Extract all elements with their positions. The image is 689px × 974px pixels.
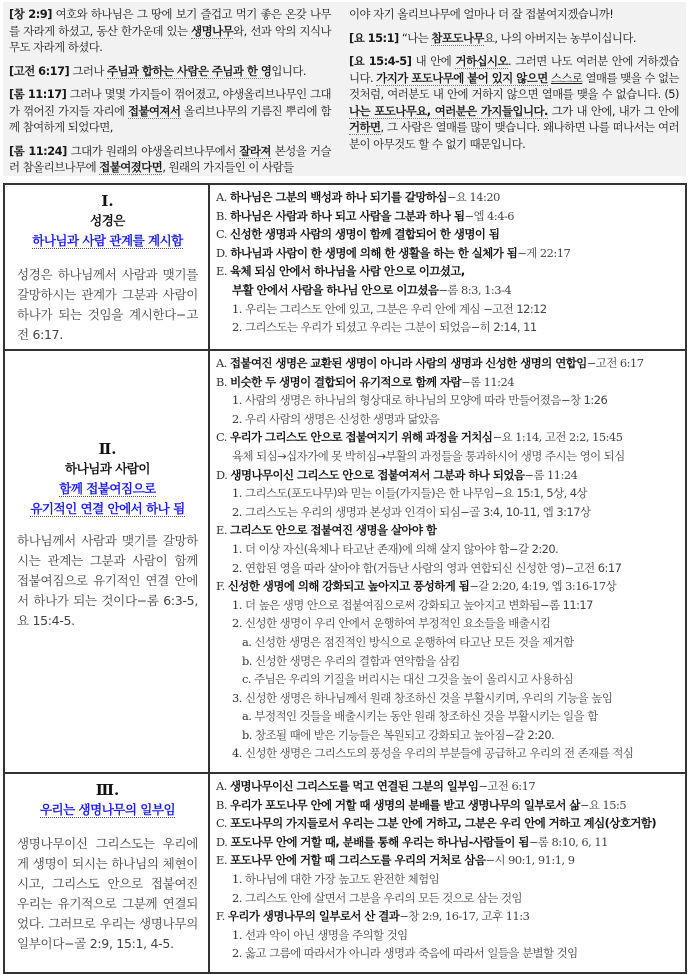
- outline-point: [216, 540, 681, 559]
- outline-point: [216, 652, 681, 671]
- section-row-2: [4, 350, 686, 773]
- point-label: 4.: [232, 746, 245, 761]
- point-label: 2.: [232, 890, 245, 905]
- outline-table: [3, 183, 687, 974]
- verse-gen-2-9: [9, 6, 331, 56]
- section-points-cell: [209, 350, 686, 773]
- point-text: 그리스도(포도나무)와 믿는 이들(가지들)은 한 나무임−요 15:1, 5상, 4상: [245, 486, 588, 501]
- point-label: B.: [216, 208, 231, 223]
- verse-emphasis: 거하면: [349, 120, 381, 134]
- point-text: 신성한 생명은 점진적인 방식으로 운행하여 타고난 모든 것을 제거함: [254, 634, 574, 649]
- verse-ref: [요 15:1]: [349, 30, 399, 45]
- section-number: Ⅲ.: [95, 781, 120, 799]
- verse-emphasis: 가지가 포도나무에 붙어 있지 않으면: [376, 70, 548, 85]
- section-heading-cell: [4, 350, 209, 773]
- verse-rom-11-24: [9, 143, 331, 176]
- point-label: 2.: [232, 946, 245, 961]
- verse-text: 본성을 거슬러 참올리브나무에: [9, 143, 331, 174]
- point-main: 하나님과 사람이 한 생명에 의해 한 생활을 하는 한 실체가 됨: [230, 245, 518, 260]
- section-row-1: [4, 184, 686, 350]
- outline-point: [216, 596, 681, 615]
- point-text: 사람의 생명은 하나님의 형상대로 하나님의 모양에 따라 만들어졌음−창 1:26: [245, 393, 608, 408]
- point-label: 2.: [232, 320, 245, 335]
- point-reference: −게 22:17: [517, 245, 571, 260]
- point-main: 하나님은 사람과 하나 되고 사람을 그분과 하나 됨: [230, 208, 465, 223]
- section-points-cell: [209, 184, 686, 350]
- verse-text: 여호와 하나님은 그 땅에 보기 즐겁고 먹기 좋은 온갖 나무를 자라게 하셨고, 동산 한가운데 있는: [9, 7, 331, 38]
- point-text: 육체 되심→십자가에 못 박히심→부활의 과정들을 통과하시어 생명 주시는 영이 되심: [232, 448, 625, 463]
- points-list: [216, 188, 681, 337]
- verse-rom-11-24-cont: [349, 6, 679, 23]
- section-number: Ⅱ.: [98, 440, 117, 458]
- point-text: 하나님에 대한 가장 높고도 완전한 체험임: [245, 871, 440, 886]
- section-number: Ⅰ.: [101, 192, 114, 210]
- point-reference: −고전 6:17: [478, 779, 536, 793]
- outline-point: [216, 484, 681, 503]
- point-reference: −롬 8:10, 6, 11: [528, 834, 608, 849]
- point-main: 그리스도 안으로 접붙여진 생명을 살아야 함: [230, 523, 437, 538]
- verse-emphasis: 잘라져: [239, 143, 271, 158]
- point-label: E.: [216, 853, 231, 868]
- outline-point: [216, 391, 681, 410]
- point-reference: −엡 4:4-6: [464, 208, 515, 223]
- outline-point: [216, 225, 681, 244]
- point-label: 3.: [232, 690, 245, 705]
- outline-point: [216, 633, 681, 652]
- point-main: 생명나무이신 그리스도를 먹고 연결된 그분의 일부임: [229, 779, 479, 793]
- section-description: 하나님께서 사람과 맺기를 갈망하시는 관계는 그분과 사람이 함께 접붙여짐으로 유기적인 연결 안에서 하나가 되는 것이다−롬 6:3-5, 요 15:4-5.: [17, 533, 198, 628]
- point-reference: −요 1:14, 고전 2:2, 15:45: [492, 430, 623, 445]
- point-text: 신성한 생명은 그리스도의 풍성을 우리의 부분들에 공급하고 우리의 전 존재를 적심: [245, 746, 634, 761]
- point-text: 신성한 생명은 하나님께서 원래 창조하신 것을 부활시키며, 우리의 기능을 높임: [245, 690, 613, 705]
- point-main: 신성한 생명에 의해 강화되고 높아지고 풍성하게 됨: [227, 579, 470, 594]
- point-text: 그리스도 안에 살면서 그분을 우리의 모든 것으로 삼는 것임: [245, 890, 523, 905]
- verse-text: 열매를 맺을 수 없는 것처럼, 여러분도 내 안에 거하지 않으면 열매를 맺을 수 없습니다. (5): [349, 70, 679, 101]
- verse-emphasis: 거하십시오: [455, 54, 508, 68]
- verse-text: 그가 내 안에, 내가 그 안에: [547, 103, 679, 118]
- section-row-3: [4, 773, 686, 973]
- outline-point: [216, 614, 681, 633]
- outline-point: [216, 466, 681, 485]
- point-label: 1.: [232, 393, 245, 408]
- point-label: D.: [216, 834, 231, 849]
- outline-point: [216, 796, 681, 815]
- point-label: B.: [216, 797, 231, 812]
- point-label: C.: [216, 430, 231, 445]
- point-text: 신성한 생명은 우리의 결함과 연약함을 삼킴: [255, 653, 460, 668]
- point-reference: −창 2:9, 16-17, 고후 11:3: [399, 909, 530, 924]
- point-reference: −롬 11:24: [524, 467, 578, 482]
- point-label: E.: [216, 264, 231, 279]
- point-label: F.: [216, 579, 228, 594]
- point-label: A.: [216, 190, 230, 204]
- point-text: 주님은 우리의 기질을 버리시는 대신 그것을 높이 올리시고 사용하심: [254, 672, 574, 687]
- point-main: 포도나무 안에 거할 때 그리스도를 우리의 거처로 삼음: [230, 853, 486, 868]
- point-text: 그리스도는 우리의 생명과 본성과 인격이 되심−골 3:4, 10-11, 엡 3:17상: [245, 504, 591, 519]
- verse-ref: [롬 11:24]: [9, 143, 67, 158]
- section-heading-cell: [4, 773, 209, 973]
- outline-point: [216, 318, 681, 337]
- point-label: F.: [216, 909, 228, 924]
- verse-emphasis: 참포도나무: [431, 30, 484, 45]
- section-subtitle-text: 우리는 생명나무의 일부임: [39, 802, 176, 817]
- point-reference: −갈 2:20, 4:19, 엡 3:16-17상: [469, 579, 617, 594]
- verse-text: 요, 나의 아버지는 농부이십니다.: [483, 30, 637, 45]
- point-label: 1.: [232, 486, 245, 501]
- point-text: 신성한 생명이 우리 안에서 운행하여 부정적인 요소들을 배출시킴: [245, 616, 551, 631]
- outline-point: [216, 851, 681, 870]
- points-list: [216, 354, 681, 763]
- point-main: 우리가 포도나무 안에 거할 때 생명의 분배를 받고 생명나무의 일부로서 삶: [230, 797, 580, 812]
- verse-text: . 그러면 나도 여러분 안에 거하겠습니다.: [349, 54, 679, 85]
- point-reference: −요 14:20: [446, 190, 500, 204]
- verse-text: 올리브나무의 기름진 뿌리에 함께 참여하게 되었다면,: [9, 103, 331, 134]
- verse-text: 이야 자기 올리브나무에 얼마나 더 잘 접붙여지겠습니까!: [349, 7, 614, 21]
- point-text: 우리 사람의 생명은 신성한 생명과 닮았음: [245, 411, 440, 426]
- point-label: A.: [216, 356, 230, 370]
- verse-emphasis: 접붙여졌다면: [99, 160, 163, 174]
- section-description: 성경은 하나님께서 사람과 맺기를 갈망하시는 관계가 그분과 사람이 하나가 되는 것임을 계시한다−고전 6:17.: [17, 267, 198, 342]
- point-main: 생명나무이신 그리스도 안으로 접붙여져서 그분과 하나 되었음: [230, 467, 525, 482]
- outline-point: [216, 447, 681, 466]
- verse-column-left: [9, 6, 339, 176]
- point-label: 1.: [232, 927, 245, 942]
- section-title: 성경은: [90, 213, 125, 228]
- verse-rom-11-17: [9, 86, 331, 136]
- outline-point: [216, 944, 681, 963]
- outline-point: [216, 262, 681, 281]
- point-main: 비슷한 두 생명이 결합되어 유기적으로 함께 자람: [230, 374, 461, 389]
- point-label: B.: [216, 374, 231, 389]
- verse-text: 내 안에: [411, 54, 456, 68]
- verse-box: [3, 2, 686, 176]
- point-label: 2.: [232, 560, 245, 575]
- point-label: C.: [216, 227, 231, 242]
- section-subtitle: [17, 231, 198, 251]
- outline-point: [216, 870, 681, 889]
- point-reference: −롬 8:3, 1:3-4: [438, 282, 512, 297]
- outline-point: [216, 907, 681, 926]
- verse-underline: 스스로: [550, 70, 583, 85]
- outline-point: [216, 744, 681, 763]
- verse-ref: [고전 6:17]: [9, 63, 70, 78]
- verse-john-15-1: [349, 30, 679, 47]
- verse-john-15-4-5: [349, 53, 679, 152]
- outline-point: [216, 670, 681, 689]
- point-main: 하나님은 그분의 백성과 하나 되기를 갈망하심: [229, 190, 447, 204]
- point-text: 연합된 영을 따라 살아야 함(거듭난 사람의 영과 연합되신 신성한 영)−고전 6:17: [245, 560, 622, 575]
- outline-point: [216, 281, 681, 300]
- points-list: [216, 777, 681, 963]
- verse-ref: [창 2:9]: [9, 7, 52, 21]
- point-text: 더 이상 자신(육체나 타고난 존재)에 의해 살지 않아야 함−갈 2:20.: [245, 541, 559, 556]
- point-label: c.: [242, 672, 255, 687]
- point-text: 더 높은 생명 안으로 접붙여짐으로써 강화되고 높아지고 변화됨−롬 11:17: [245, 597, 593, 612]
- verse-emphasis: 주님과 합하는 사람은 주님과 한 영: [106, 63, 272, 78]
- section-title: 하나님과 사람이: [65, 461, 150, 476]
- verse-text: 그대가 원래의 야생올리브나무에서: [66, 143, 240, 158]
- point-main: 신성한 생명과 사람의 생명이 함께 결합되어 한 생명이 됨: [230, 227, 500, 242]
- outline-point: [216, 926, 681, 945]
- section-points-cell: [209, 773, 686, 973]
- point-label: 1.: [232, 597, 245, 612]
- verse-column-right: [339, 6, 679, 176]
- point-label: b.: [242, 653, 256, 668]
- outline-point: [216, 814, 681, 833]
- point-label: b.: [242, 727, 256, 742]
- point-label: 1.: [232, 871, 245, 886]
- section-subtitle: [17, 800, 198, 820]
- outline-point: [216, 410, 681, 429]
- verse-ref: [요 15:4-5]: [349, 54, 412, 68]
- verse-ref: [롬 11:17]: [9, 87, 67, 101]
- outline-point: [216, 503, 681, 522]
- verse-emphasis: 나는 포도나무요, 여러분은 가지들입니다.: [349, 103, 548, 118]
- verse-1cor-6-17: [9, 63, 331, 80]
- section-subtitle-2: [17, 499, 198, 519]
- point-text: 창조될 때에 받은 기능들은 복원되고 강화되고 높아짐−갈 2:20.: [255, 727, 555, 742]
- point-main: 포도나무의 가지들로서 우리는 그분 안에 거하고, 그분은 우리 안에 거하고 계심(상호거함): [230, 816, 657, 831]
- point-reference: −롬 11:24: [461, 374, 514, 389]
- point-label: E.: [216, 523, 231, 538]
- verse-emphasis: 생명나무: [191, 23, 234, 38]
- verse-text: 입니다.: [271, 63, 307, 78]
- point-label: A.: [216, 779, 230, 793]
- outline-point: [216, 707, 681, 726]
- outline-point: [216, 244, 681, 263]
- point-label: D.: [216, 245, 231, 260]
- point-label: a.: [242, 634, 255, 649]
- outline-point: [216, 207, 681, 226]
- point-label: 1.: [232, 301, 245, 316]
- section-description: 생명나무이신 그리스도는 우리에게 생명이 되시는 하나님의 체현이시고, 그리스도 안으로 접붙여진 우리는 유기적으로 그분께 연결되었다. 그러므로 우리는 생명나무의 일부이다−골 2:9, 15:1, 4-5.: [17, 836, 198, 951]
- outline-point: [216, 188, 681, 207]
- outline-point: [216, 428, 681, 447]
- section-subtitle-text: 유기적인 연결 안에서 하나 됨: [30, 501, 185, 516]
- point-label: 2.: [232, 616, 245, 631]
- outline-point: [216, 300, 681, 319]
- outline-point: [216, 726, 681, 745]
- verse-text: 와, 선과 악의 지식나무도 자라게 하셨다.: [9, 23, 331, 54]
- verse-text: “나는: [398, 30, 432, 45]
- point-text: 선과 악이 아닌 생명을 주의할 것임: [245, 927, 408, 942]
- point-label: 2.: [232, 411, 245, 426]
- point-label: D.: [216, 467, 231, 482]
- outline-point: [216, 777, 681, 796]
- point-main: 부활 안에서 사람을 하나님 안으로 이끄셨음: [232, 282, 439, 297]
- verse-text: 그러나 몇몇 가지들이 꺾어졌고, 야생올리브나무인 그대가 꺾어진 가지들 자리에: [9, 87, 331, 118]
- section-heading-cell: [4, 184, 209, 350]
- section-subtitle: [17, 479, 198, 499]
- point-label: a.: [242, 709, 255, 724]
- point-text: 그리스도는 우리가 되셨고 우리는 그분이 되었음−히 2:14, 11: [245, 320, 537, 335]
- outline-point: [216, 373, 681, 392]
- point-reference: −고전 6:17: [586, 356, 644, 370]
- outline-point: [216, 559, 681, 578]
- point-main: 포도나무 안에 거할 때, 분배를 통해 우리는 하나님-사람들이 됨: [230, 834, 529, 849]
- point-main: 우리가 그리스도 안으로 접붙여지기 위해 과정을 거치심: [230, 430, 493, 445]
- point-main: 접붙여진 생명은 교환된 생명이 아니라 사람의 생명과 신성한 생명의 연합임: [229, 356, 587, 370]
- point-label: C.: [216, 816, 231, 831]
- section-subtitle-text: 하나님과 사람 관계를 계시함: [32, 233, 183, 248]
- point-main: 우리가 생명나무의 일부로서 산 결과: [227, 909, 400, 924]
- outline-point: [216, 889, 681, 908]
- verse-text: , 원래의 가지들인 이 사람들: [162, 160, 294, 174]
- verse-text: 그러나: [69, 63, 107, 78]
- point-text: 부정적인 것들을 배출시키는 동안 원래 창조하신 것을 부활시키는 일을 함: [254, 709, 598, 724]
- outline-point: [216, 521, 681, 540]
- point-reference: −요 15:5: [579, 797, 627, 812]
- point-label: 2.: [232, 504, 245, 519]
- point-main: 육체 되심 안에서 하나님을 사람 안으로 이끄셨고,: [230, 264, 465, 279]
- outline-point: [216, 833, 681, 852]
- point-text: 옳고 그름에 따라서가 아니라 생명과 죽음에 따라서 일들을 분별할 것임: [245, 946, 578, 961]
- verse-emphasis: 접붙여져서: [127, 103, 181, 118]
- section-subtitle-text: 함께 접붙여짐으로: [59, 481, 156, 496]
- point-text: 우리는 그리스도 안에 있고, 그분은 우리 안에 계심 −고전 12:12: [245, 301, 547, 316]
- verse-text: , 그 사람은 열매를 많이 맺습니다. 왜나하면 나를 떠나서는 여러분이 아무것도 할 수 없기 때문입니다.: [349, 120, 679, 151]
- point-reference: −시 90:1, 91:1, 9: [485, 853, 575, 868]
- outline-point: [216, 577, 681, 596]
- outline-point: [216, 354, 681, 373]
- outline-point: [216, 689, 681, 708]
- point-label: 1.: [232, 541, 245, 556]
